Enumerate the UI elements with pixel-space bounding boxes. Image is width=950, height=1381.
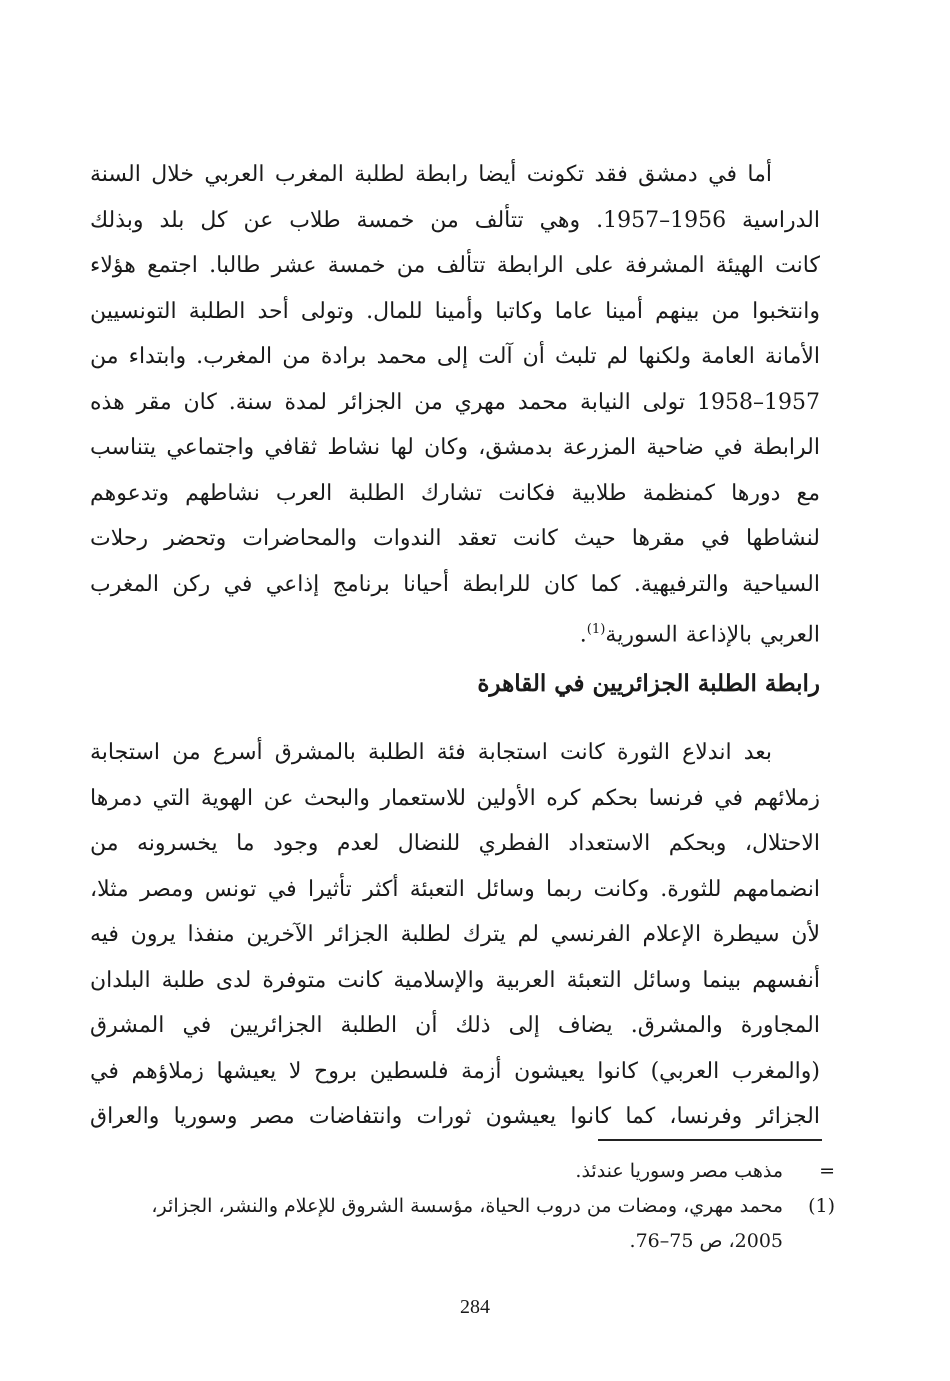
paragraph-2-line: بعد اندلاع الثورة كانت استجابة فئة الطلبة بالمشرق أسرع من استجابة [90, 740, 772, 765]
footnote-1-text: محمد مهري، ومضات من دروب الحياة، مؤسسة الشروق للإعلام والنشر، الجزائر، [151, 1195, 783, 1217]
paragraph-1-line: الأمانة العامة ولكنها لم تلبث أن آلت إلى محمد برادة من المغرب. وابتداء من [90, 344, 820, 369]
paragraph-2-line: لأن سيطرة الإعلام الفرنسي لم يترك لطلبة الجزائر الآخرين منفذا يرون فيه [90, 922, 820, 947]
paragraph-1-line: السياحية والترفيهية. كما كان للرابطة أحيانا برنامج إذاعي في ركن المغرب [90, 571, 820, 597]
footnote-1 [90, 1189, 835, 1224]
page-number: 284 [460, 1296, 490, 1318]
paragraph-2 [90, 730, 820, 1140]
paragraph-1-line: الدراسية 1956–1957. وهي تتألف من خمسة طلاب عن كل بلد وبذلك [90, 207, 820, 233]
paragraph-1-line: العربي بالإذاعة السورية [605, 622, 820, 648]
paragraph-2-line: الاحتلال، وبحكم الاستعداد الفطري للنضال لعدم وجود ما يخسرونه من [90, 831, 820, 856]
paragraph-2-line: الجزائر وفرنسا، كما كانوا يعيشون ثورات وانتفاضات مصر وسوريا والعراق [90, 1104, 820, 1129]
footnote-reference: (1) [586, 622, 606, 637]
paragraph-1-line: وانتخبوا من بينهم أمينا عاما وكاتبا وأمينا للمال. وتولى أحد الطلبة التونسيين [90, 298, 820, 324]
paragraph-1-line: أما في دمشق فقد تكونت أيضا رابطة لطلبة المغرب العربي خلال السنة [90, 162, 772, 187]
footnote-continuation-text: مذهب مصر وسوريا عندئذ. [575, 1160, 783, 1182]
paragraph-2-line: (والمغرب العربي) كانوا يعيشون أزمة فلسطين بروح لا يعيشها زملاؤهم في [90, 1058, 820, 1084]
paragraph-1-line: كانت الهيئة المشرفة على الرابطة تتألف من خمسة عشر طالبا. اجتمع هؤلاء [90, 253, 820, 278]
paragraph-1 [90, 152, 820, 658]
section-heading: رابطة الطلبة الجزائريين في القاهرة [477, 670, 820, 697]
paragraph-2-line: انضمامهم للثورة. وكانت ربما وسائل التعبئة أكثر تأثيرا في تونس ومصر مثلا، [90, 876, 820, 902]
paragraph-1-line: 1957–1958 تولى النيابة محمد مهري من الجزائر لمدة سنة. كان مقر هذه [90, 389, 820, 415]
paragraph-2-line: أنفسهم بينما وسائل التعبئة العربية والإسلامية كانت متوفرة لدى طلبة البلدان [90, 967, 820, 993]
paragraph-2-line: زملائهم في فرنسا بحكم كره الأولين للاستعمار والبحث عن الهوية التي دمرها [90, 785, 820, 811]
sentence-end: . [579, 622, 587, 648]
paragraph-1-line: مع دورها كمنظمة طلابية فكانت تشارك الطلبة العرب نشاطهم وتدعوهم [90, 480, 820, 506]
footnote-separator [598, 1139, 822, 1141]
footnote-continuation [90, 1154, 835, 1189]
footnote-1-continuation: 2005، ص 75–76. [629, 1230, 783, 1252]
paragraph-2-line: المجاورة والمشرق. يضاف إلى ذلك أن الطلبة الجزائريين في المشرق [90, 1013, 820, 1038]
paragraph-1-last-line [90, 607, 820, 658]
footnote-continuation-marker: = [819, 1160, 835, 1182]
footnotes [90, 1154, 835, 1259]
footnote-1-marker: (1) [808, 1195, 835, 1217]
paragraph-1-line: الرابطة في ضاحية المزرعة بدمشق، وكان لها نشاط ثقافي واجتماعي يتناسب [90, 435, 820, 460]
paragraph-1-line: لنشاطها في مقرها حيث كانت تعقد الندوات والمحاضرات وتحضر رحلات [90, 526, 820, 551]
